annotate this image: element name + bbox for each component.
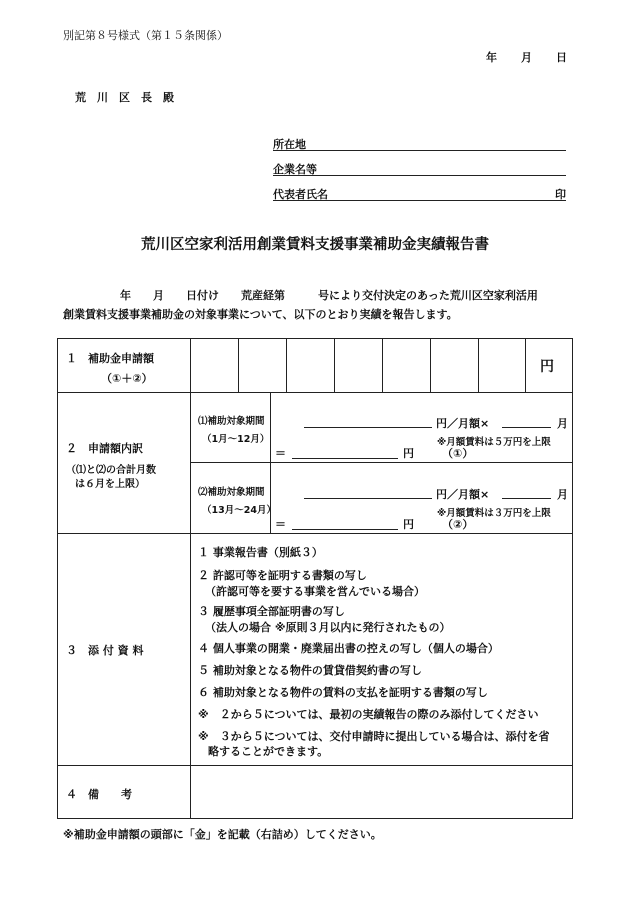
row1-sub: （①＋②） xyxy=(101,372,153,385)
date-year: 年 xyxy=(486,51,497,64)
period2-calc: 円／月額× xyxy=(436,488,490,501)
form-label: 別記第８号様式（第１５条関係） xyxy=(63,29,228,42)
attachment-note: ※ ３から５については、交付申請時に提出している場合は、添付を省 xyxy=(198,730,550,743)
period2-months-unit: 月 xyxy=(557,488,568,501)
period2-total-input[interactable] xyxy=(292,529,398,530)
row3-label: ３ 添 付 資 料 xyxy=(66,644,144,657)
row2-sub-1: （⑴と⑵の合計月数 xyxy=(66,465,156,476)
intro-line-2: 創業賃料支援事業補助金の対象事業について、以下のとおり実績を報告します。 xyxy=(63,308,458,321)
period2-mark: （②） xyxy=(442,518,474,531)
row4-label: ４ 備 考 xyxy=(66,788,132,801)
period1-equals: ＝ xyxy=(275,447,286,460)
addressee: 荒 川 区 長 殿 xyxy=(75,91,174,104)
row2-sub-2: は６月を上限） xyxy=(75,479,145,490)
remarks-input[interactable] xyxy=(192,767,572,817)
company-line[interactable] xyxy=(273,175,566,176)
row1-label: １ 補助金申請額 xyxy=(66,352,154,365)
attachment-item: ３ 履歴事項全部証明書の写し xyxy=(198,605,345,618)
intro-line-1: 年 月 日付け 荒産経第 号により交付決定のあった荒川区空家利活用 xyxy=(120,289,538,302)
footnote: ※補助金申請額の頭部に「金」を記載（右詰め）してください。 xyxy=(63,828,382,841)
attachment-note: ※ ２から５については、最初の実績報告の際のみ添付してください xyxy=(198,708,539,721)
period1-label: ⑴補助対象期間 xyxy=(198,416,265,427)
period1-mark: （①） xyxy=(442,447,474,460)
period1-months-input[interactable] xyxy=(502,427,551,428)
company-label: 企業名等 xyxy=(273,163,317,176)
amount-input[interactable] xyxy=(192,340,524,390)
attachment-item: ２ 許認可等を証明する書類の写し xyxy=(198,569,367,582)
period2-months-input[interactable] xyxy=(502,498,551,499)
attachment-item: ５ 補助対象となる物件の賃貸借契約書の写し xyxy=(198,664,422,677)
period2-note: ※月額賃料は３万円を上限 xyxy=(437,508,551,519)
representative-label: 代表者氏名 xyxy=(273,188,328,201)
attachment-item: ６ 補助対象となる物件の賃料の支払を証明する書類の写し xyxy=(198,686,488,699)
date-month: 月 xyxy=(521,51,532,64)
representative-line[interactable] xyxy=(273,200,566,201)
row1-yen-unit: 円 xyxy=(540,359,554,375)
attachment-note: 略することができます。 xyxy=(208,745,329,758)
period1-rent-input[interactable] xyxy=(304,427,432,428)
period1-note: ※月額賃料は５万円を上限 xyxy=(437,437,551,448)
period2-range: （13月～24月） xyxy=(202,505,276,516)
attachment-item-note: （許認可等を要する事業を営んでいる場合） xyxy=(205,585,425,598)
attachment-item: １ 事業報告書（別紙３） xyxy=(198,546,323,559)
period2-equals: ＝ xyxy=(275,518,286,531)
period2-rent-input[interactable] xyxy=(304,498,432,499)
period1-yen: 円 xyxy=(403,447,414,460)
document-title: 荒川区空家利活用創業賃料支援事業補助金実績報告書 xyxy=(141,237,489,253)
row2-label: ２ 申請額内訳 xyxy=(66,442,143,455)
period1-months-unit: 月 xyxy=(557,417,568,430)
address-line[interactable] xyxy=(273,150,566,151)
period1-total-input[interactable] xyxy=(292,458,398,459)
attachment-item-note: （法人の場合 ※原則３月以内に発行されたもの） xyxy=(205,621,451,634)
period2-label: ⑵補助対象期間 xyxy=(198,487,265,498)
address-label: 所在地 xyxy=(273,138,306,151)
period1-calc: 円／月額× xyxy=(436,417,490,430)
seal-mark: 印 xyxy=(555,188,566,201)
attachment-item: ４ 個人事業の開業・廃業届出書の控えの写し（個人の場合） xyxy=(198,642,499,655)
period2-yen: 円 xyxy=(403,518,414,531)
date-day: 日 xyxy=(556,51,567,64)
period1-range: （1月～12月） xyxy=(202,434,270,445)
